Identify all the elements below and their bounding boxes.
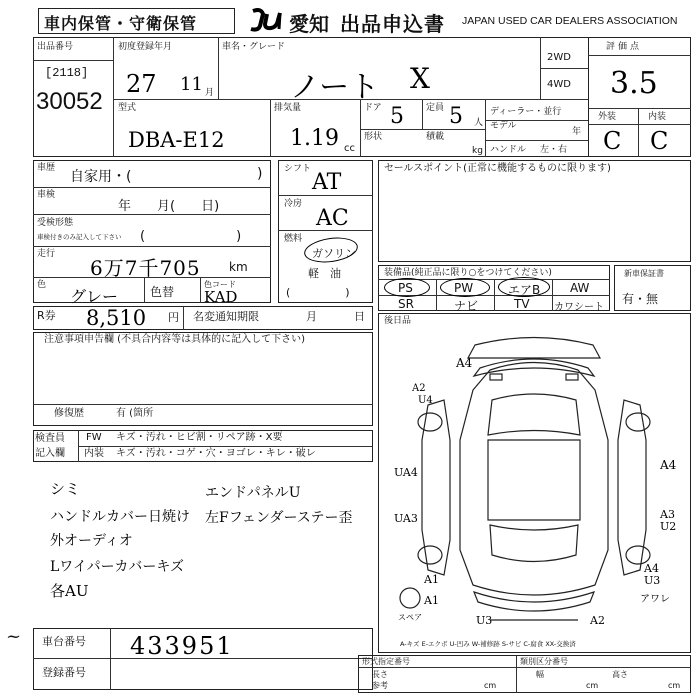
recycle-value: 8,510 (86, 306, 147, 330)
doors-label: ドア (364, 103, 382, 113)
chassis-value: 433951 (130, 632, 234, 660)
inspector-label-1: 検査員 (35, 433, 65, 444)
first-registration-month: 11 (180, 74, 203, 95)
mark-3: U4 (418, 395, 433, 406)
equip-ps-circle (384, 278, 430, 297)
receive-note: 車検付きのみ記入して下さい (37, 233, 122, 241)
width-unit: cm (586, 681, 599, 690)
mark-6: UA3 (394, 512, 418, 525)
mark-2: A2 (412, 383, 426, 394)
spare-label: スペア (398, 613, 422, 622)
note-line-5: 各AU (50, 582, 89, 600)
capacity-unit: 人 (474, 118, 484, 128)
shift-label: シフト (284, 164, 312, 174)
rating-value: 3.5 (610, 66, 658, 101)
mileage-label: 走行 (37, 249, 56, 259)
fuel-label: 燃料 (284, 234, 303, 244)
class-number-label: 類別区分番号 (520, 657, 568, 666)
mileage-unit: km (229, 260, 248, 274)
chassis-label: 車台番号 (42, 635, 86, 648)
recycle-unit: 円 (168, 311, 179, 324)
displacement-unit: cc (344, 143, 355, 154)
notes-block (33, 332, 373, 426)
equip-tv: TV (514, 297, 530, 311)
receive-label: 受検形態 (37, 218, 74, 228)
color-value: グレー (70, 287, 119, 306)
height-label: 高さ (612, 670, 628, 679)
rear-window (490, 525, 578, 562)
note-right-1: エンドパネルU (205, 485, 301, 501)
exterior-rating: C (603, 127, 622, 155)
history-close: ) (257, 166, 263, 182)
capacity-value: 5 (449, 104, 463, 129)
rating-label: 評価点 (606, 42, 643, 52)
equip-ps: PS (398, 281, 413, 295)
equip-aw: AW (570, 281, 590, 295)
note-line-4: Lワイパーカバーキズ (50, 559, 185, 575)
left-side (422, 400, 450, 575)
mark-11: U3 (644, 574, 661, 587)
model-label: 型式 (118, 103, 137, 113)
model-year-label: モデル (490, 121, 517, 131)
logo-text: 愛知 (289, 12, 329, 36)
load-label: 積載 (426, 132, 445, 142)
note-right-2: 左Fフェンダーステー歪 (205, 510, 353, 526)
equip-airbag-circle (498, 277, 550, 297)
exterior-label: 外装 (598, 112, 617, 122)
color-code-label: 色コード (204, 280, 236, 289)
association-name: JAPAN USED CAR DEALERS ASSOCIATION (462, 15, 678, 27)
model-value: DBA-E12 (128, 128, 225, 152)
handle-label: ハンドル (490, 145, 527, 155)
mark-5: A4 (660, 458, 677, 472)
first-registration-label: 初度登録年月 (118, 42, 173, 52)
damage-legend: A-キズ E-エクボ U-凹み W-補修跡 S-サビ C-腐食 XX-交換済 (400, 640, 576, 648)
width-label: 幅 (536, 670, 544, 679)
equip-navi: ナビ (454, 299, 479, 313)
notes-label: 注意事項申告欄 (不具合内容等は具体的に記入して下さい) (44, 334, 305, 345)
ju-logo-icon (247, 8, 289, 32)
shape-label: 形状 (364, 132, 383, 142)
color-label: 色 (37, 280, 47, 290)
sales-point-block (378, 160, 691, 262)
length-label: 長さ (372, 670, 388, 679)
displacement-value: 1.19 (290, 126, 339, 151)
mark-10: A4 (644, 562, 659, 575)
capacity-label: 定員 (426, 103, 445, 113)
note-line-3: 外オーディオ (50, 533, 133, 549)
receive-paren: ( ) (140, 229, 242, 244)
mark-7: A3 (660, 508, 675, 521)
load-unit: kg (472, 146, 483, 156)
length-unit: cm (484, 681, 497, 690)
storage-stamp: 車内保管・守衛保管 (44, 14, 198, 33)
mark-14: A2 (590, 614, 605, 627)
interior-label: 内装 (648, 112, 667, 122)
car-body-outline (460, 363, 608, 596)
inspector-row1-items: キズ・汚れ・ヒビ割・リペア跡・X要 (116, 432, 283, 443)
vehicle-name: ノート (290, 70, 380, 105)
inspection-label: 車検 (37, 190, 56, 200)
first-registration-year: 27 (126, 70, 157, 98)
ac-value: AC (316, 206, 349, 231)
vehicle-grade: X (410, 62, 430, 95)
equip-pw-circle (440, 278, 490, 297)
warranty-label: 新車保証書 (624, 269, 664, 278)
lot-label: 出品番号 (37, 42, 74, 52)
mark-15: アワレ (640, 594, 670, 605)
mark-4: UA4 (394, 466, 418, 479)
inspector-row1-tag: FW (86, 432, 102, 443)
recycle-label: R券 (37, 309, 56, 322)
mark-9: A1 (424, 573, 439, 586)
doors-value: 5 (390, 104, 404, 129)
note-line-1: シミ (50, 480, 81, 498)
mark-12: A1 (424, 594, 439, 607)
pen-mark: ~ (6, 626, 22, 647)
equipment-label: 装備品(純正品に限り○をつけてください) (384, 268, 552, 278)
mark-13: U3 (476, 614, 493, 627)
sales-point-label: セールスポイント(正常に機能するものに限ります) (384, 163, 611, 174)
warranty-options: 有・無 (622, 292, 659, 306)
equip-sr: SR (398, 297, 414, 311)
displacement-label: 排気量 (274, 103, 302, 113)
history-label: 車歴 (37, 163, 56, 173)
model-year-unit: 年 (572, 127, 582, 137)
lot-sub-number: [2118] (45, 66, 89, 80)
note-line-2: ハンドルカバー日焼け (50, 509, 190, 525)
vehicle-name-label: 車名・グレード (222, 42, 286, 52)
inspector-label-2: 記入欄 (35, 448, 65, 459)
mark-8: U2 (660, 520, 677, 533)
ju-logo (247, 8, 289, 32)
rear-seat-label: 後日品 (384, 316, 412, 326)
shift-value: AT (312, 170, 342, 195)
color-code: KAD (204, 288, 238, 306)
inspection-text: 年 月( 日) (118, 199, 220, 214)
equip-pw: PW (454, 281, 474, 295)
lot-number: 30052 (36, 88, 103, 115)
fuel-paren: ( ) (286, 286, 350, 299)
fuel-diesel: 軽 油 (308, 267, 341, 280)
roof (488, 440, 580, 520)
height-unit: cm (668, 681, 681, 690)
name-change-month: 月 (306, 310, 317, 323)
registration-label: 登録番号 (42, 666, 86, 679)
inspector-row2-items: キズ・汚れ・コゲ・穴・ヨゴレ・キレ・破レ (116, 448, 316, 459)
drive-2wd: 2WD (547, 52, 571, 63)
name-change-label: 名変通知期限 (193, 310, 259, 323)
color-change-label: 色替 (150, 285, 175, 299)
name-change-day: 日 (354, 310, 365, 323)
length-ref-label: 参考 (372, 681, 388, 690)
interior-rating: C (650, 127, 669, 155)
form-number-label: 形式指定番号 (362, 657, 410, 666)
ac-label: 冷房 (284, 199, 303, 209)
repair-label: 修復歴 (54, 408, 84, 419)
equip-seat: カワシート (554, 302, 604, 313)
history-value: 自家用・( (70, 169, 132, 185)
spare-tire (400, 588, 420, 608)
mark-1: A4 (456, 356, 473, 370)
dealer-label: ディーラー・並行 (490, 107, 562, 117)
drive-4wd: 4WD (547, 79, 571, 90)
repair-value: 有 (箇所 (116, 408, 154, 419)
windshield (488, 394, 580, 435)
fuel-gas: ガソリン (312, 247, 356, 260)
mileage-value: 6万7千705 (90, 256, 201, 280)
form-title: 出品申込書 (340, 12, 445, 36)
first-registration-month-unit: 月 (205, 88, 215, 98)
handle-options: 左・右 (540, 145, 568, 155)
right-side (618, 400, 646, 575)
equip-airbag: エアB (508, 283, 541, 297)
inspector-row2-tag: 内装 (84, 448, 104, 459)
